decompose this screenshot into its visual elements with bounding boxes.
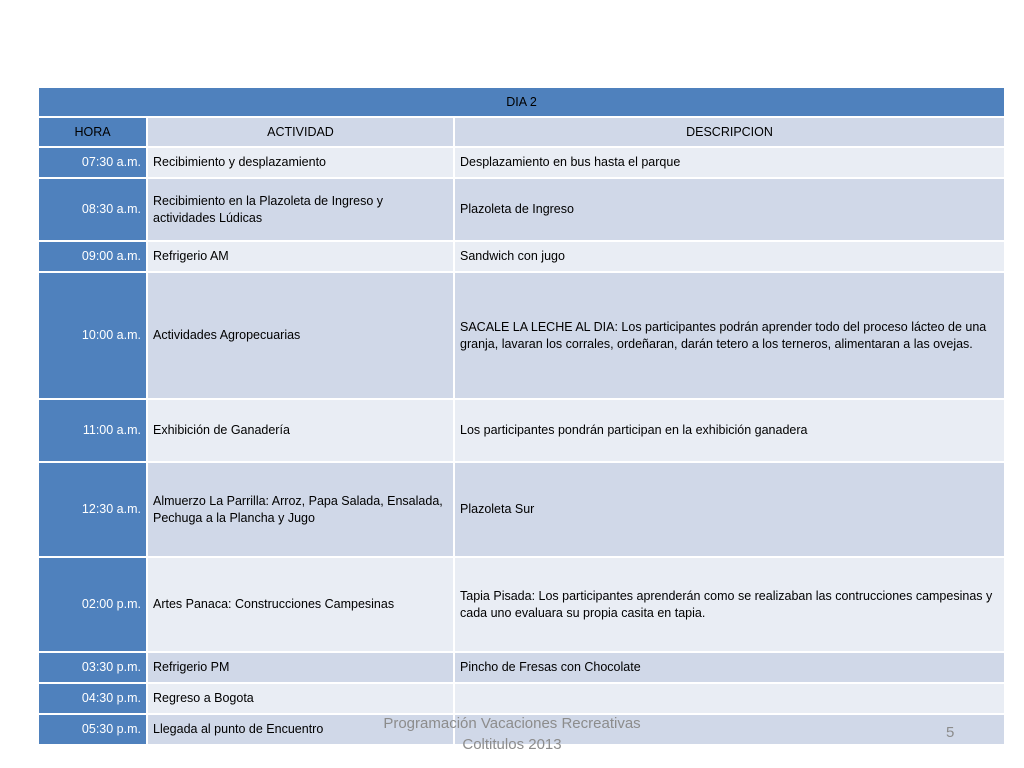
- table-row: [38, 178, 1005, 241]
- cell-descripcion: Desplazamiento en bus hasta el parque: [454, 147, 1005, 178]
- cell-hora: 10:00 a.m.: [38, 272, 147, 399]
- table-row: [38, 652, 1005, 683]
- cell-descripcion: Tapia Pisada: Los participantes aprenderán como se realizaban las contrucciones campesinas y cada uno evaluara su propia casita en tapia.: [454, 557, 1005, 652]
- cell-hora: 09:00 a.m.: [38, 241, 147, 272]
- cell-actividad: Recibimiento en la Plazoleta de Ingreso y actividades Lúdicas: [147, 178, 454, 241]
- table-row: [38, 557, 1005, 652]
- table-row: [38, 241, 1005, 272]
- table-row: [38, 683, 1005, 714]
- cell-actividad: Refrigerio AM: [147, 241, 454, 272]
- page-number: 5: [946, 724, 955, 741]
- cell-descripcion: Plazoleta Sur: [454, 462, 1005, 557]
- table-title: DIA 2: [38, 87, 1005, 117]
- cell-actividad: Refrigerio PM: [147, 652, 454, 683]
- cell-hora: 07:30 a.m.: [38, 147, 147, 178]
- cell-descripcion: SACALE LA LECHE AL DIA: Los participantes podrán aprender todo del proceso lácteo de una granja, lavaran los corrales, ordeñaran, darán tetero a los terneros, alimentaran a las ovejas.: [454, 272, 1005, 399]
- cell-hora: 03:30 p.m.: [38, 652, 147, 683]
- footer-subtitle: Coltitulos 2013: [462, 736, 562, 753]
- table-row: [38, 147, 1005, 178]
- cell-descripcion: Sandwich con jugo: [454, 241, 1005, 272]
- cell-descripcion: [454, 683, 1005, 714]
- table-row: [38, 462, 1005, 557]
- table-row: [38, 399, 1005, 462]
- cell-actividad: Recibimiento y desplazamiento: [147, 147, 454, 178]
- cell-descripcion: Plazoleta de Ingreso: [454, 178, 1005, 241]
- cell-actividad: Actividades Agropecuarias: [147, 272, 454, 399]
- cell-hora: 08:30 a.m.: [38, 178, 147, 241]
- footer-title: Programación Vacaciones Recreativas: [383, 715, 641, 732]
- cell-hora: 12:30 a.m.: [38, 462, 147, 557]
- cell-actividad: Artes Panaca: Construcciones Campesinas: [147, 557, 454, 652]
- cell-actividad: Llegada al punto de Encuentro: [147, 714, 454, 745]
- table-title-row: [38, 87, 1005, 117]
- cell-hora: 11:00 a.m.: [38, 399, 147, 462]
- cell-descripcion: Los participantes pondrán participan en la exhibición ganadera: [454, 399, 1005, 462]
- schedule-table: [37, 86, 1006, 746]
- cell-hora: 04:30 p.m.: [38, 683, 147, 714]
- cell-hora: 02:00 p.m.: [38, 557, 147, 652]
- cell-actividad: Regreso a Bogota: [147, 683, 454, 714]
- header-hora: HORA: [38, 117, 147, 147]
- cell-actividad: Almuerzo La Parrilla: Arroz, Papa Salada, Ensalada, Pechuga a la Plancha y Jugo: [147, 462, 454, 557]
- header-descripcion: DESCRIPCION: [454, 117, 1005, 147]
- cell-descripcion: Pincho de Fresas con Chocolate: [454, 652, 1005, 683]
- cell-hora: 05:30 p.m.: [38, 714, 147, 745]
- cell-actividad: Exhibición de Ganadería: [147, 399, 454, 462]
- slide-footer: [360, 713, 664, 755]
- table-row: [38, 272, 1005, 399]
- table-header-row: [38, 117, 1005, 147]
- header-actividad: ACTIVIDAD: [147, 117, 454, 147]
